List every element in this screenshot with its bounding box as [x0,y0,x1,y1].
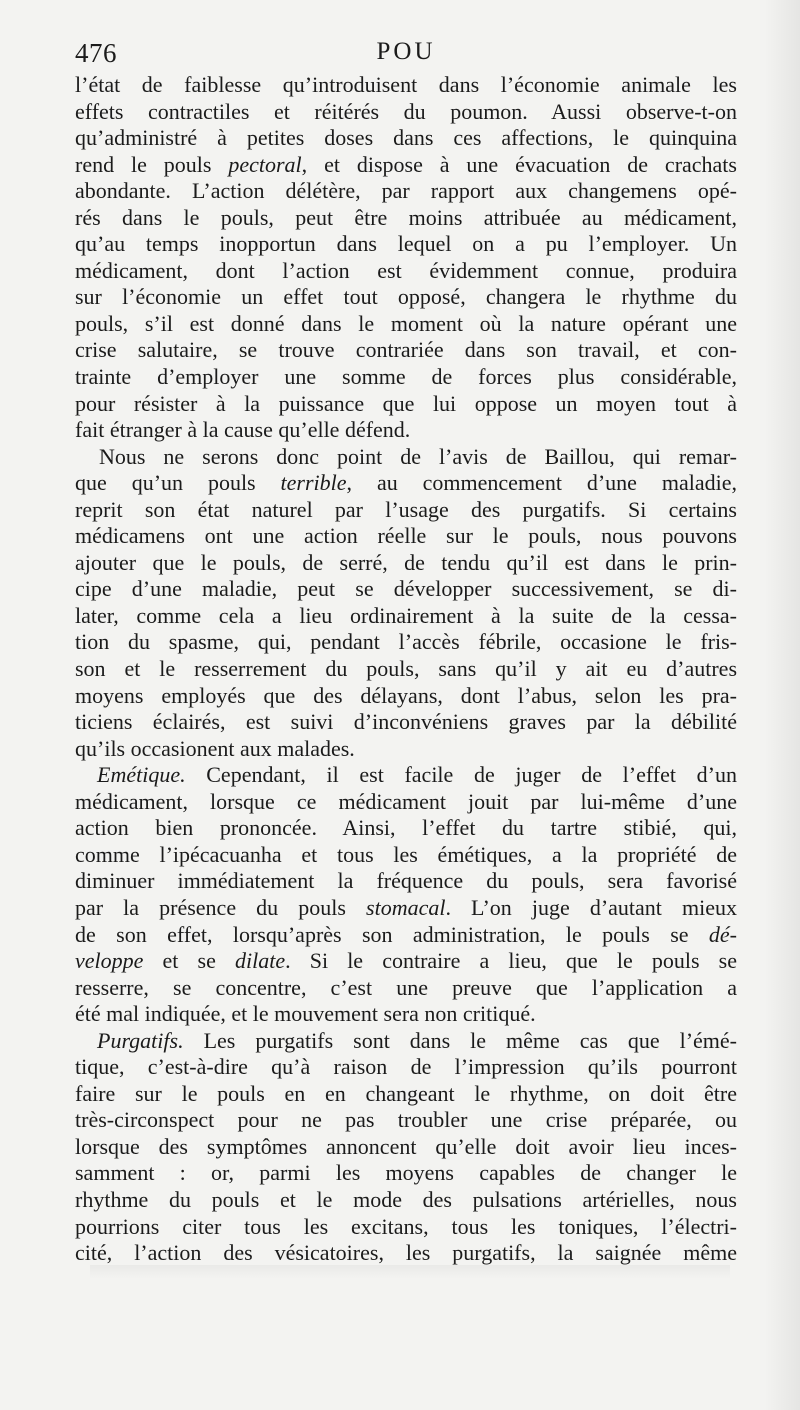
text-run: comme l’ipécacuanha et tous les émétiques, a la propriété de [75,841,737,867]
text-line [75,683,737,710]
text-line [75,789,737,816]
text-line [75,337,737,364]
text-run: qu’ils occasionent aux malades. [75,735,355,761]
text-run: ticiens éclairés, est suivi d’inconvéniens graves par la débilité [75,709,737,735]
text-line [75,178,737,205]
text-run: Les purgatifs sont dans le même cas que l’émé- [183,1027,737,1053]
text-run: pouls, s’il est donné dans le moment où la nature opérant une [75,310,737,336]
page-number: 476 [75,38,117,68]
italic-text: Purgatifs. [97,1027,184,1053]
italic-text: stomacal [366,894,446,920]
text-line [75,629,737,656]
text-run: resserre, se concentre, c’est une preuve que l’application a [75,974,737,1000]
text-line [75,842,737,869]
show-through-shadow [90,1265,730,1279]
text-line [75,1214,737,1241]
text-line [75,99,737,126]
text-run: cité, l’action des vésicatoires, les purgatifs, la saignée même [75,1240,737,1266]
text-run: l’état de faiblesse qu’introduisent dans l’économie animale les [75,72,737,97]
running-head: POU [376,38,436,65]
text-run: later, comme cela a lieu ordinairement à la suite de la cessa- [75,602,737,628]
text-line [75,1054,737,1081]
italic-text: pectoral [228,151,302,177]
text-run: effets contractiles et réitérés du poumon. Aussi observe-t-on [75,98,737,124]
text-line [75,364,737,391]
text-run: pourrions citer tous les excitans, tous les toniques, l’électri- [75,1213,737,1239]
text-run: samment : or, parmi les moyens capables de changer le [75,1160,737,1186]
text-line [75,1028,737,1055]
text-line [75,603,737,630]
text-run: par la présence du pouls [75,894,367,920]
text-line [75,497,737,524]
text-run: abondante. L’action délétère, par rapport aux changemens opé- [75,178,737,204]
text-run: sur l’économie un effet tout opposé, changera le rhythme du [75,284,737,310]
text-run: tion du spasme, qui, pendant l’accès fébrile, occasione le fris- [75,629,737,655]
text-run: de son effet, lorsqu’après son administration, le pouls se [75,921,709,947]
page-edge-shadow [764,0,800,1410]
text-line [75,656,737,683]
text-line [75,736,737,763]
text-run: médicament, dont l’action est évidemment connue, produira [75,257,737,283]
text-run: rés dans le pouls, peut être moins attribuée au médicament, [75,204,737,230]
text-run: cipe d’une maladie, peut se développer successivement, se di- [75,576,737,602]
text-line [75,1001,737,1028]
text-run: crise salutaire, se trouve contrariée dans son travail, et con- [75,337,737,363]
text-line [75,391,737,418]
text-run: été mal indiquée, et le mouvement sera non critiqué. [75,1001,536,1027]
text-line [75,284,737,311]
text-line [75,470,737,497]
text-line [75,417,737,444]
text-run: Nous ne serons donc point de l’avis de Baillou, qui remar- [99,443,737,469]
text-line [75,762,737,789]
text-line [75,895,737,922]
text-line [75,709,737,736]
text-line [75,205,737,232]
text-line [75,125,737,152]
text-line [75,922,737,949]
text-line [75,815,737,842]
text-line [75,1081,737,1108]
text-run: diminuer immédiatement la fréquence du pouls, sera favorisé [75,868,737,894]
text-run: médicamens ont une action réelle sur le pouls, nous pouvons [75,523,737,549]
text-run: reprit son état naturel par l’usage des purgatifs. Si certains [75,496,737,522]
text-run: qu’administré à petites doses dans ces affections, le quinquina [75,125,737,151]
text-run: rend le pouls [75,151,229,177]
text-run: médicament, lorsque ce médicament jouit par lui-même d’une [75,788,737,814]
text-line [75,948,737,975]
text-run: fait étranger à la cause qu’elle défend. [75,417,411,443]
text-line [75,868,737,895]
italic-text: dilate [234,948,286,974]
text-run: qu’au temps inopportun dans lequel on a pu l’employer. Un [75,231,737,257]
text-line [75,550,737,577]
text-line [75,975,737,1002]
italic-text: dé- [708,921,737,947]
text-line [75,576,737,603]
text-run: , au commencement d’une maladie, [346,470,738,496]
text-line [75,1187,737,1214]
text-line [75,258,737,285]
text-line [75,523,737,550]
text-run: rhythme du pouls et le mode des pulsations artérielles, nous [75,1186,737,1212]
text-line [75,1134,737,1161]
text-run: faire sur le pouls en en changeant le rhythme, on doit être [75,1080,737,1106]
text-run: tique, c’est-à-dire qu’à raison de l’impression qu’ils pourront [75,1054,737,1080]
text-run: action bien prononcée. Ainsi, l’effet du tartre stibié, qui, [75,815,737,841]
text-run: lorsque des symptômes annoncent qu’elle doit avoir lieu inces- [75,1133,737,1159]
text-run: et se [143,948,235,974]
text-run: Cependant, il est facile de juger de l’effet d’un [185,762,737,788]
text-line [75,1240,737,1267]
text-line [75,152,737,179]
italic-text: Emétique. [97,762,186,788]
text-run: trainte d’employer une somme de forces plus considérable, [75,364,737,390]
text-line [75,72,737,99]
body-text [75,72,737,1267]
text-run: pour résister à la puissance que lui oppose un moyen tout à [75,390,737,416]
text-line [75,444,737,471]
page-header [75,38,737,72]
text-run: que qu’un pouls [75,470,281,496]
text-run: son et le resserrement du pouls, sans qu’il y ait eu d’autres [75,656,737,682]
text-line [75,311,737,338]
text-line [75,231,737,258]
text-run: ajouter que le pouls, de serré, de tendu qu’il est dans le prin- [75,549,737,575]
text-run: très-circonspect pour ne pas troubler une crise préparée, ou [75,1107,737,1133]
text-run: , et dispose à une évacuation de crachats [301,151,737,177]
text-line [75,1160,737,1187]
text-run: moyens employés que des délayans, dont l’abus, selon les pra- [75,682,737,708]
italic-text: terrible [280,470,347,496]
italic-text: veloppe [75,948,144,974]
text-run: . Si le contraire a lieu, que le pouls se [285,948,737,974]
text-line [75,1107,737,1134]
text-run: . L’on juge d’autant mieux [445,894,737,920]
